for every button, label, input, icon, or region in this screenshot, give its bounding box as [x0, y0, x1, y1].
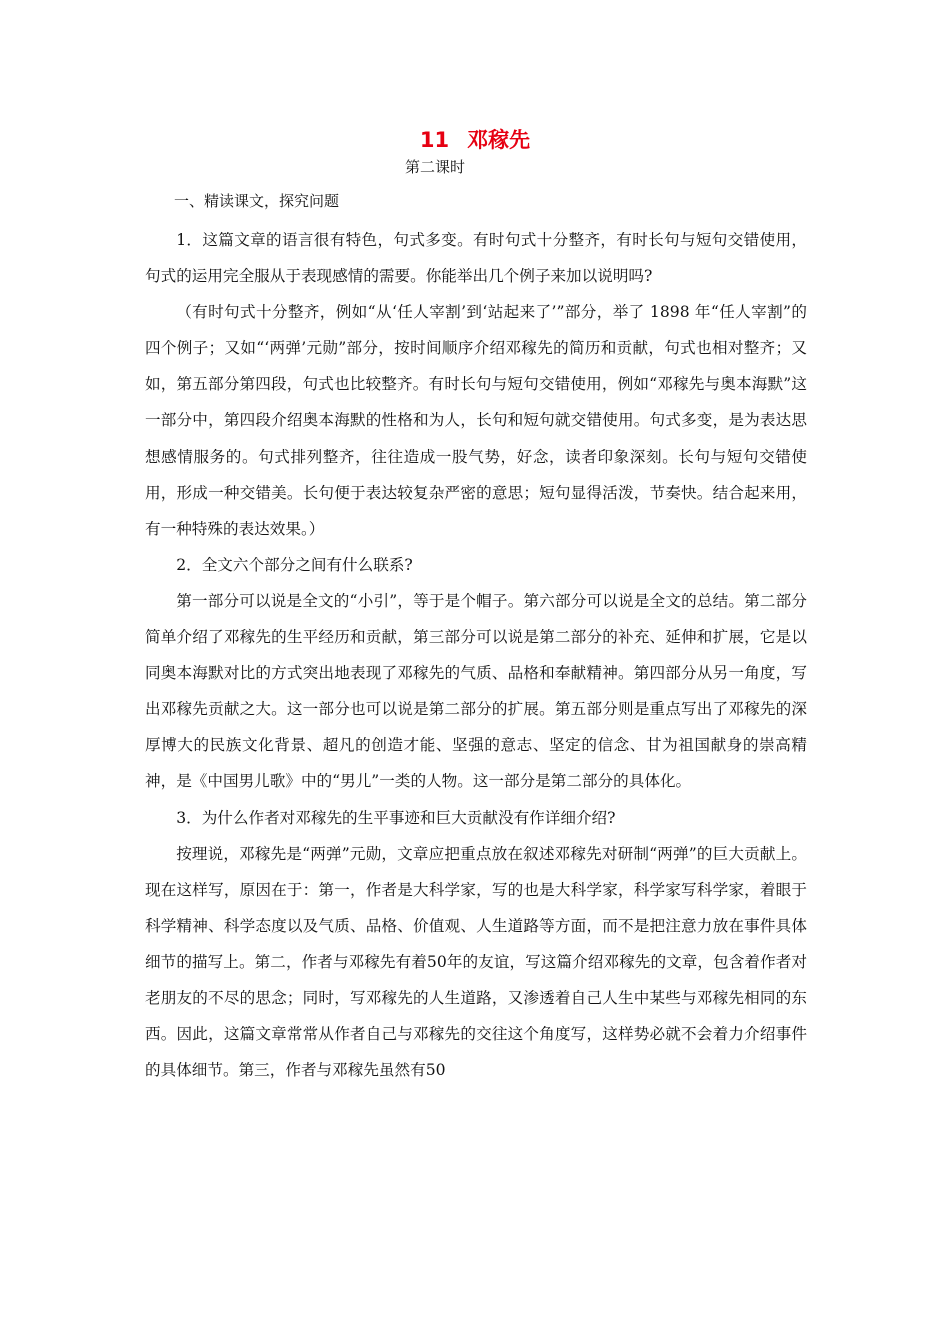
lesson-name: 邓稼先 — [467, 128, 531, 152]
lesson-subtitle: 第二课时 — [404, 158, 465, 176]
question-1: 1．这篇文章的语言很有特色，句式多变。有时句式十分整齐，有时长句与短句交错使用，句式的运用完全服从于表现感情的需要。你能举出几个例子来加以说明吗? — [145, 231, 807, 286]
answer-2: 第一部分可以说是全文的“小引”，等于是个帽子。第六部分可以说是全文的总结。第二部分简单介绍了邓稼先的生平经历和贡献，第三部分可以说是第二部分的补充、延伸和扩展，它是以同奥本海默对比的方式突出地表现了邓稼先的气质、品格和奉献精神。第四部分从另一角度，写出邓稼先贡献之大。这一部分也可以说是第二部分的扩展。第五部分则是重点写出了邓稼先的深厚博大的民族文化背景、超凡的创造才能、坚强的意志、坚定的信念、甘为祖国献身的崇高精神，是《中国男儿歌》中的“男儿”一类的人物。这一部分是第二部分的具体化。 — [145, 591, 807, 791]
document-body — [145, 222, 807, 1088]
question-3: 3．为什么作者对邓稼先的生平事迹和巨大贡献没有作详细介绍? — [176, 808, 616, 827]
lesson-title — [0, 124, 950, 154]
section-heading: 一、精读课文，探究问题 — [174, 192, 340, 210]
answer-1: （有时句式十分整齐，例如“从‘任人宰割’到‘站起来了’”部分，举了 1898 年“任人宰割”的四个例子；又如“‘两弹’元勋”部分，按时间顺序介绍邓稼先的简历和贡献，句式也相对整齐；又如，第五部分第四段，句式也比较整齐。有时长句与短句交错使用，例如“邓稼先与奥本海默”这一部分中，第四段介绍奥本海默的性格和为人，长句和短句就交错使用。句式多变，是为表达思想感情服务的。句式排列整齐，往往造成一股气势，好念，读者印象深刻。长句与短句交错使用，形成一种交错美。长句便于表达较复杂严密的意思；短句显得活泼，节奏快。结合起来用，有一种特殊的表达效果。） — [145, 303, 807, 538]
answer-3: 按理说，邓稼先是“两弹”元勋，文章应把重点放在叙述邓稼先对研制“两弹”的巨大贡献上。现在这样写，原因在于：第一，作者是大科学家，写的也是大科学家，科学家写科学家，着眼于科学精神、科学态度以及气质、品格、价值观、人生道路等方面，而不是把注意力放在事件具体细节的描写上。第二，作者与邓稼先有着50年的友谊，写这篇介绍邓稼先的文章，包含着作者对老朋友的不尽的思念；同时，写邓稼先的人生道路，又渗透着自己人生中某些与邓稼先相同的东西。因此，这篇文章常常从作者自己与邓稼先的交往这个角度写，这样势必就不会着力介绍事件的具体细节。第三，作者与邓稼先虽然有50 — [145, 844, 807, 1080]
question-2: 2．全文六个部分之间有什么联系? — [176, 555, 413, 574]
lesson-number: 11 — [419, 128, 450, 152]
